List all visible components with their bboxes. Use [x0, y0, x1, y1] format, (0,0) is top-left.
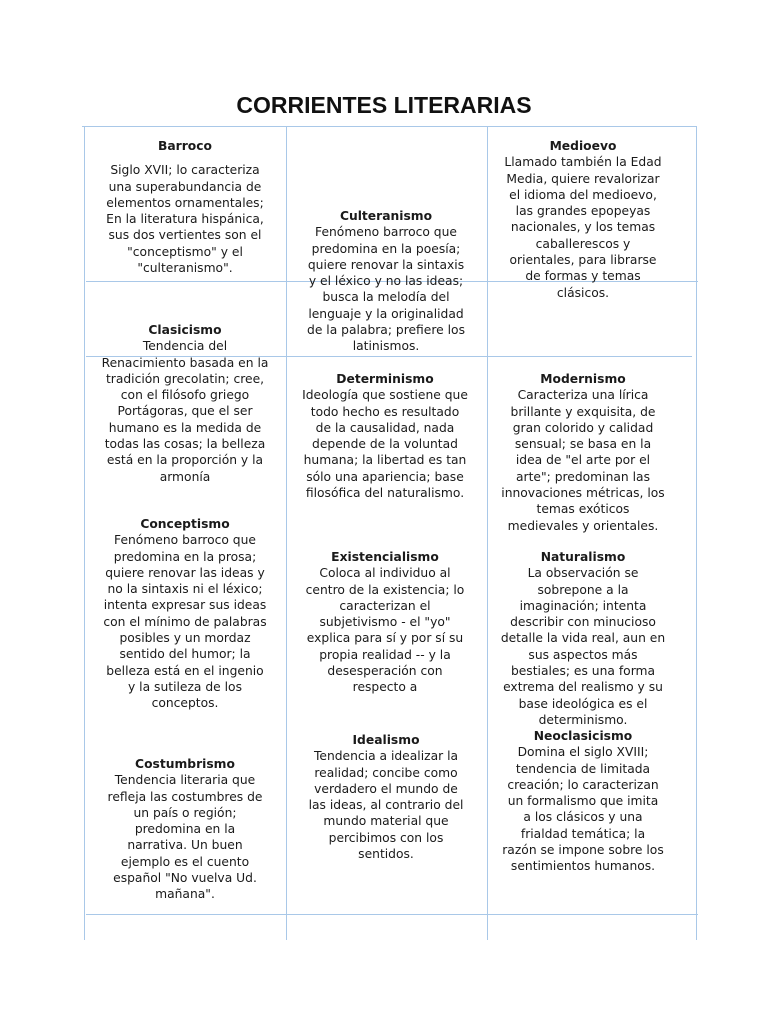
entry-heading: Modernismo — [540, 372, 626, 386]
entry-text: Ideología que sostiene que todo hecho es resultado de la causalidad, nada depende de la voluntad humana; la libertad es tan sólo una apariencia; base filosófica del naturalismo. — [302, 388, 468, 501]
entry-neoclasicismo — [502, 728, 664, 875]
entry-existencialismo — [302, 549, 468, 696]
entry-heading: Medioevo — [549, 139, 617, 153]
entry-text: Siglo XVII; lo caracteriza una superabundancia de elementos ornamentales; En la literatura hispánica, sus dos vertientes son el "conceptismo" y el "culteranismo". — [106, 163, 264, 276]
grid-line-right — [696, 126, 697, 940]
entry-text: Tendencia a idealizar la realidad; concibe como verdadero el mundo de las ideas, al contrario del mundo material que percibimos con los sentidos. — [308, 749, 464, 862]
entry-heading: Idealismo — [352, 733, 420, 747]
entry-idealismo — [304, 732, 468, 862]
grid-line-top — [82, 126, 696, 127]
entry-heading: Conceptismo — [140, 517, 230, 531]
entry-heading: Naturalismo — [540, 550, 626, 564]
entry-heading: Costumbrismo — [135, 757, 235, 771]
entry-determinismo — [302, 371, 468, 501]
entry-clasicismo — [100, 322, 270, 485]
entry-heading: Determinismo — [336, 372, 434, 386]
entry-barroco — [102, 138, 268, 276]
page-title: CORRIENTES LITERARIAS — [236, 92, 532, 118]
entry-heading: Culteranismo — [339, 209, 433, 223]
entry-heading: Barroco — [158, 139, 212, 153]
entry-modernismo — [500, 371, 666, 534]
entry-text: La observación se sobrepone a la imaginación; intenta describir con minucioso detalle la vida real, aun en sus aspectos más bestiales; es una forma extrema del realismo y su base ideológica es el determinismo. — [500, 566, 666, 727]
entry-conceptismo — [102, 516, 268, 712]
entry-costumbrismo — [104, 756, 266, 903]
entry-text: Domina el siglo XVIII; tendencia de limitada creación; lo caracterizan un formalismo que imita a los clásicos y una frialdad temática; la razón se impone sobre los sentimientos humanos. — [502, 745, 664, 874]
grid-line-bottom — [86, 914, 698, 915]
entry-heading: Existencialismo — [331, 550, 439, 564]
entry-text: Coloca al individuo al centro de la existencia; lo caracterizan el subjetivismo - el "yo" explica para sí y por sí su propia realidad -- y la desesperación con respecto a — [305, 566, 465, 695]
entry-text: Tendencia literaria que refleja las costumbres de un país o región; predomina en la narrativa. Un buen ejemplo es el cuento español "No vuelva Ud. mañana". — [107, 773, 263, 902]
entry-heading: Neoclasicismo — [533, 729, 633, 743]
entry-text: Tendencia del Renacimiento basada en la tradición grecolatin; cree, con el filósofo griego Portágoras, que el ser humano es la medida de todas las cosas; la belleza está en la proporción y la armonía — [101, 339, 269, 484]
entry-text: Fenómeno barroco que predomina en la poesía; quiere renovar la sintaxis y el léxico y no las ideas; busca la melodía del lenguaje y la originalidad de la palabra; prefiere los latinismos. — [307, 225, 465, 354]
entry-medioevo — [502, 138, 664, 301]
grid-line-col1 — [286, 126, 287, 940]
entry-text: Llamado también la Edad Media, quiere revalorizar el idioma del medioevo, las grandes epopeyas nacionales, y los temas caballerescos y orientales, para librarse de formas y temas clásicos. — [504, 155, 662, 300]
grid-line-left — [84, 126, 85, 940]
entry-naturalismo — [500, 549, 666, 728]
entry-heading: Clasicismo — [148, 323, 222, 337]
grid-line-col2 — [487, 126, 488, 940]
entry-culteranismo — [304, 208, 468, 355]
entry-text: Fenómeno barroco que predomina en la prosa; quiere renovar las ideas y no la sintaxis ni el léxico; intenta expresar sus ideas con el mínimo de palabras posibles y un mordaz sentido del humor; la belleza está en el ingenio y la sutileza de los conceptos. — [103, 533, 267, 711]
entry-text: Caracteriza una lírica brillante y exquisita, de gran colorido y calidad sensual; se basa en la idea de "el arte por el arte"; predominan las innovaciones métricas, los temas exóticos medievales y orientales. — [501, 388, 665, 533]
